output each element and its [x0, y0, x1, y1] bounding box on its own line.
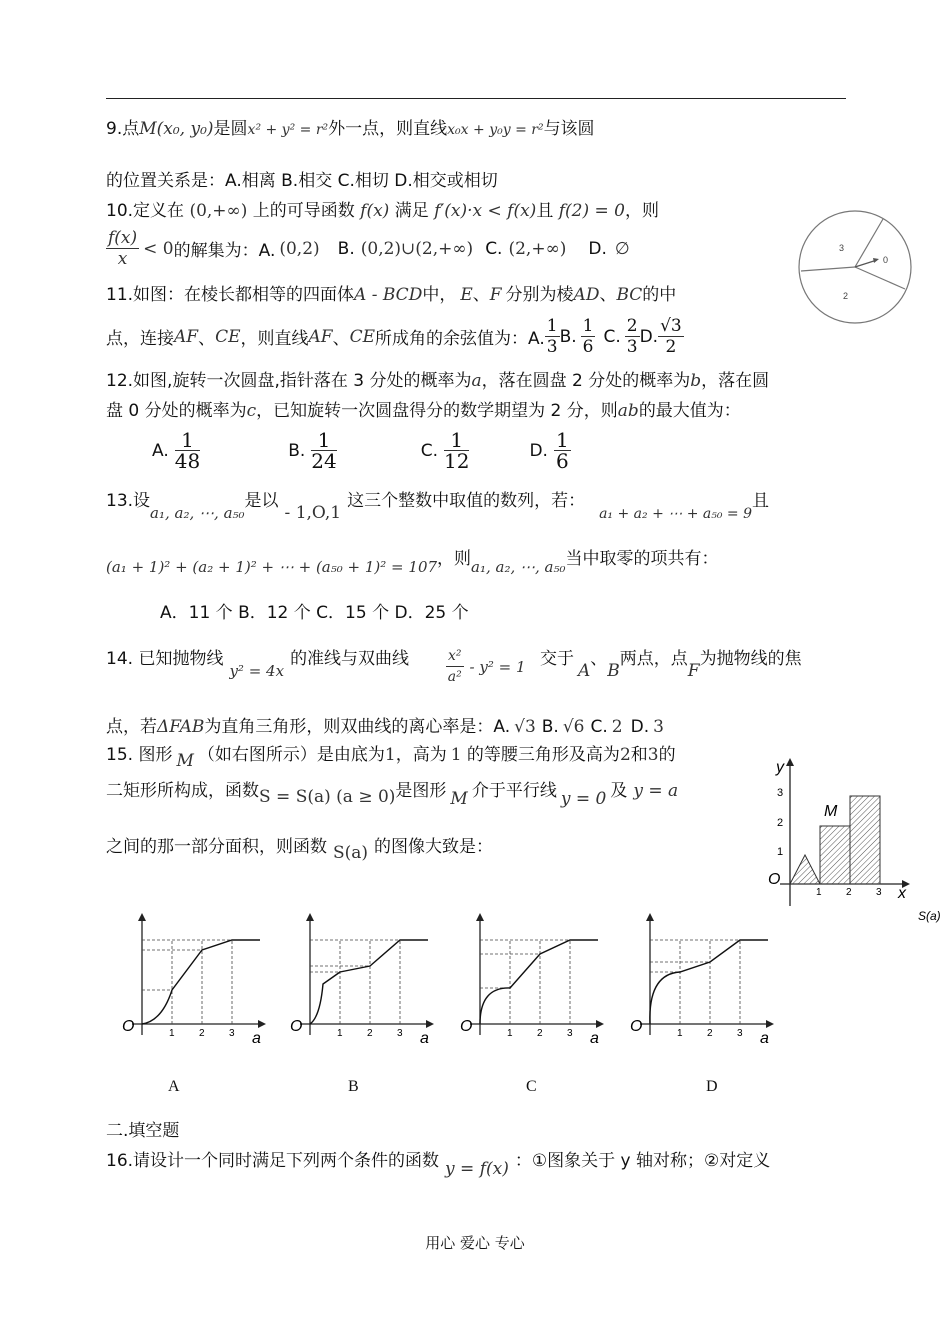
x-tick-2: 2 — [199, 1028, 205, 1039]
numerator: 1 — [444, 430, 469, 451]
text: ，则直线 — [240, 329, 309, 349]
option-d-label: D. — [588, 238, 607, 259]
text: 两点，点 — [619, 649, 688, 669]
option-b-fraction — [311, 430, 336, 471]
text: 介于平行线 — [471, 781, 557, 801]
s-curve — [310, 940, 428, 1024]
text: 13.设 — [106, 491, 151, 511]
math-f2: f(2) = 0 — [558, 201, 625, 221]
math-hyperbola-rest: - y² = 1 — [469, 657, 526, 676]
option-d-label: D. — [639, 326, 659, 347]
text: 是以 — [244, 491, 279, 511]
x-tick-3: 3 — [876, 887, 882, 898]
graph-label-d: D — [706, 1078, 718, 1095]
x-axis-arrow-icon — [596, 1020, 604, 1028]
origin-label: O — [290, 1018, 303, 1035]
y-axis-arrow-icon — [786, 758, 794, 766]
question-14-line-1-end — [540, 646, 802, 681]
math-function: y = f(x) — [445, 1159, 509, 1179]
math-ce: CE — [215, 326, 241, 347]
text: 的准线与双曲线 — [290, 649, 410, 669]
denominator: 12 — [444, 449, 470, 473]
y-tick-3: 3 — [777, 787, 784, 799]
text: 分别为棱 — [505, 285, 574, 305]
pointer-arrow-icon — [873, 258, 879, 263]
text: 与该圆 — [543, 119, 595, 139]
text: 、 — [472, 285, 490, 305]
question-9-options: 的位置关系是：A.相离 B.相交 C.相切 D.相交或相切 — [106, 171, 498, 191]
a-axis-label: a — [420, 1030, 429, 1047]
x-axis-label: x — [898, 885, 906, 902]
disk-label-2: 2 — [843, 291, 849, 301]
math-af: AF — [174, 326, 199, 347]
option-b-label: B. — [559, 326, 577, 347]
math-ya: y = a — [633, 781, 679, 801]
disk-divider-3 — [855, 267, 905, 289]
question-11-line-1 — [106, 282, 676, 308]
math-bc: BC — [616, 285, 643, 305]
math-ce: CE — [349, 326, 375, 347]
origin-label: O — [768, 871, 781, 888]
text: 所成角的余弦值为：A. — [375, 329, 545, 349]
question-10-line-2 — [106, 228, 630, 269]
graph-a — [122, 913, 266, 1047]
disk-label-3: 3 — [839, 243, 845, 253]
y-axis-arrow-icon — [646, 913, 654, 921]
numerator: x² — [446, 646, 464, 667]
x-tick-3: 3 — [229, 1028, 235, 1039]
x-tick-1: 1 — [816, 887, 822, 898]
text: 且 — [752, 491, 769, 511]
a-axis-label: a — [590, 1030, 599, 1047]
y-axis-arrow-icon — [138, 913, 146, 921]
option-d-label: D. — [630, 717, 650, 737]
math-a: A — [578, 661, 591, 681]
denominator: 24 — [311, 449, 337, 473]
y-tick-2: 2 — [777, 817, 784, 829]
graph-c — [460, 913, 604, 1047]
s-curve — [480, 940, 598, 1024]
text: 为直角三角形，则双曲线的离心率是：A. — [204, 717, 511, 737]
numerator: 1 — [555, 428, 569, 452]
option-c-value: 2 — [611, 717, 623, 737]
denominator: a² — [447, 669, 462, 685]
text: 的中 — [642, 285, 677, 305]
math-s-function: S = S(a) (a ≥ 0) — [259, 787, 396, 807]
disk-divider-2 — [801, 267, 855, 271]
rectangle-height-2 — [820, 826, 850, 884]
text: 、 — [590, 649, 608, 669]
math-sequence: a₁, a₂, ⋯, a₅₀ — [150, 504, 245, 522]
numerator: 2 — [626, 316, 638, 336]
text: 的 — [658, 745, 676, 765]
x-axis-arrow-icon — [258, 1020, 266, 1028]
question-15-line-2 — [106, 778, 679, 809]
math-function: f(x) — [360, 201, 390, 221]
math-tetrahedron: A - BCD — [354, 285, 423, 305]
text: 11.如图：在棱长都相等的四面体 — [106, 285, 355, 305]
text: ，高为 — [395, 745, 447, 765]
x-tick-2: 2 — [846, 887, 852, 898]
denominator: 48 — [174, 449, 201, 473]
question-9-line-1 — [106, 116, 595, 143]
option-b-value: √6 — [562, 717, 585, 737]
math-af: AF — [308, 326, 333, 347]
y-tick-1: 1 — [777, 846, 784, 858]
question-12-line-1 — [106, 368, 769, 394]
x-tick-1: 1 — [677, 1028, 683, 1039]
question-13-options: A．11 个 B．12 个 C．15 个 D．25 个 — [160, 603, 469, 623]
disk-divider-1 — [855, 219, 883, 267]
text: 的图像大致是： — [374, 837, 494, 857]
math-condition: f′(x)·x < f(x) — [434, 201, 537, 221]
question-13-line-2 — [106, 546, 719, 576]
origin-label: O — [122, 1018, 135, 1035]
question-11-line-2 — [106, 316, 684, 357]
s-of-a-label: S(a) — [918, 909, 941, 923]
x-tick-2: 2 — [537, 1028, 543, 1039]
math-one: 1 — [384, 745, 396, 765]
denominator: 2 — [665, 337, 677, 357]
x-axis-arrow-icon — [766, 1020, 774, 1028]
math-two: 2 — [619, 745, 631, 765]
option-c-fraction — [444, 430, 469, 471]
question-10-line-1 — [106, 198, 659, 224]
origin-label: O — [460, 1018, 473, 1035]
text: 是图形 — [395, 781, 447, 801]
denominator: 3 — [626, 337, 638, 357]
x-tick-3: 3 — [567, 1028, 573, 1039]
math-one: 1 — [450, 745, 462, 765]
question-15-line-1 — [106, 742, 676, 771]
math-ab: ab — [617, 401, 639, 421]
triangle-shape — [790, 855, 820, 884]
math-y0: y = 0 — [560, 789, 607, 809]
x-tick-3: 3 — [737, 1028, 743, 1039]
math-square-condition: (a₁ + 1)² + (a₂ + 1)² + ⋯ + (a₅₀ + 1)² = 107 — [106, 558, 438, 576]
page-footer: 用心 爱心 专心 — [425, 1234, 525, 1252]
option-b-label: B. — [337, 238, 355, 259]
figure-label-m: M — [824, 803, 838, 820]
question-14-line-1 — [106, 646, 410, 680]
text: 的等腰三角形及高为 — [461, 745, 620, 765]
text: 交于 — [540, 649, 574, 669]
math-b: B — [607, 661, 620, 681]
question-16-line-1 — [106, 1148, 771, 1179]
option-b-label: B. — [541, 717, 559, 737]
spinner-disk-figure — [795, 205, 915, 329]
x-axis-arrow-icon — [426, 1020, 434, 1028]
option-b-label: B. — [288, 440, 306, 461]
option-c-label: C. — [485, 238, 503, 259]
denominator: 3 — [546, 337, 558, 357]
y-axis-label: y — [776, 759, 784, 776]
x-tick-1: 1 — [337, 1028, 343, 1039]
option-c-label: C. — [590, 717, 608, 737]
text: 点，若 — [106, 717, 157, 737]
fraction-f-over-x — [106, 228, 139, 269]
option-d-fraction — [658, 316, 684, 357]
s-curve — [142, 940, 260, 1024]
option-c-fraction — [625, 316, 640, 357]
option-b-value: (0,2)∪(2,+∞) — [360, 238, 474, 259]
text: 、 — [198, 329, 216, 349]
text: 盘 0 分处的概率为 — [106, 401, 247, 421]
text: 14. 已知抛物线 — [106, 649, 224, 669]
math-three: 3 — [647, 745, 659, 765]
text: 16.请设计一个同时满足下列两个条件的函数 — [106, 1151, 440, 1171]
math-sequence: a₁, a₂, ⋯, a₅₀ — [471, 558, 566, 576]
text: 、 — [599, 285, 617, 305]
hyperbola-equation — [446, 646, 526, 687]
denominator: 6 — [555, 449, 569, 473]
math-inequality: < 0 — [143, 238, 174, 259]
text: 之间的那一部分面积，则函数 — [106, 837, 327, 857]
text: 满足 — [394, 201, 429, 221]
option-c-label: C. — [603, 326, 621, 347]
rectangle-height-3 — [850, 796, 880, 884]
math-circle-equation: x² + y² = r² — [247, 122, 329, 138]
y-axis-arrow-icon — [306, 913, 314, 921]
option-d-fraction — [554, 430, 571, 471]
text: 外一点，则直线 — [328, 119, 448, 139]
option-d-value: 3 — [653, 717, 664, 737]
math-a: a — [471, 371, 482, 391]
math-sum-condition: a₁ + a₂ + ⋯ + a₅₀ = 9 — [599, 506, 752, 522]
figure-m — [760, 752, 950, 927]
question-12-line-2 — [106, 398, 741, 424]
text: 点，连接 — [106, 329, 174, 349]
a-axis-label: a — [252, 1030, 261, 1047]
option-c-value: (2,+∞) — [508, 238, 567, 259]
option-d-value: ∅ — [614, 238, 630, 259]
graph-label-a: A — [168, 1078, 180, 1095]
text: ：①图象关于 y 轴对称；②对定义 — [514, 1151, 771, 1171]
text: 15. 图形 — [106, 745, 173, 765]
graph-label-b: B — [348, 1078, 359, 1095]
a-axis-label: a — [760, 1030, 769, 1047]
text: 当中取零的项共有： — [565, 549, 719, 569]
x-tick-2: 2 — [367, 1028, 373, 1039]
denominator: x — [117, 249, 128, 269]
x-tick-2: 2 — [707, 1028, 713, 1039]
text: 9.点 — [106, 119, 140, 139]
math-b: b — [690, 371, 702, 391]
disk-label-0: 0 — [883, 255, 889, 265]
text: ，则 — [624, 201, 659, 221]
text: 的解集为：A. — [173, 241, 276, 261]
graph-d — [630, 913, 774, 1047]
text: 、 — [332, 329, 350, 349]
graph-b — [290, 913, 434, 1047]
y-axis-arrow-icon — [476, 913, 484, 921]
numerator: 1 — [311, 430, 336, 451]
question-14-line-2 — [106, 714, 664, 740]
text: 及 — [610, 781, 628, 801]
math-point-m: M(x₀, y₀) — [139, 119, 214, 139]
numerator: f(x) — [108, 228, 138, 248]
text: ，已知旋转一次圆盘得分的数学期望为 2 分，则 — [256, 401, 618, 421]
answer-graphs — [110, 905, 790, 1055]
text: 是圆 — [213, 119, 248, 139]
denominator: 6 — [582, 337, 594, 357]
origin-label: O — [630, 1018, 643, 1035]
math-e: E — [460, 285, 473, 305]
option-c-label: C. — [420, 440, 438, 461]
math-line-equation: x₀x + y₀y = r² — [447, 122, 544, 138]
graph-label-c: C — [526, 1078, 537, 1095]
text: ，则 — [437, 549, 472, 569]
numerator: 1 — [175, 430, 200, 451]
text: （如右图所示）是由底为 — [197, 745, 385, 765]
math-c: c — [246, 401, 257, 421]
text: ，落在圆 — [701, 371, 770, 391]
x-tick-3: 3 — [397, 1028, 403, 1039]
math-m: M — [176, 751, 194, 771]
text: 这三个整数中取值的数列，若： — [347, 491, 586, 511]
question-12-options — [152, 430, 571, 471]
text: 上的可导函数 — [252, 201, 355, 221]
option-a-value: (0,2) — [279, 238, 320, 259]
text: 的最大值为： — [638, 401, 741, 421]
header-rule — [106, 98, 846, 99]
text: 二矩形所构成，函数 — [106, 781, 259, 801]
x-tick-1: 1 — [169, 1028, 175, 1039]
math-values: - 1,O,1 — [284, 503, 342, 523]
option-b-fraction — [581, 316, 596, 357]
option-a-label: A. — [152, 440, 169, 461]
math-sa: S(a) — [333, 843, 369, 863]
question-15-line-3 — [106, 834, 494, 863]
text: 12.如图,旋转一次圆盘,指针落在 3 分处的概率为 — [106, 371, 472, 391]
section-title: 二.填空题 — [106, 1121, 180, 1141]
text: 且 — [536, 201, 554, 221]
option-d-label: D. — [529, 440, 548, 461]
numerator: 1 — [582, 316, 594, 336]
s-curve — [650, 940, 768, 1024]
math-triangle: ΔFAB — [157, 717, 205, 737]
option-a-fraction — [175, 430, 200, 471]
math-f: F — [489, 285, 502, 305]
text: ，落在圆盘 2 分处的概率为 — [481, 371, 691, 391]
numerator: 1 — [546, 316, 558, 336]
text: 10.定义在 — [106, 201, 185, 221]
math-domain: (0,+∞) — [189, 201, 248, 221]
math-f: F — [687, 661, 700, 681]
x-tick-1: 1 — [507, 1028, 513, 1039]
option-a-fraction — [545, 316, 560, 357]
option-a-value: √3 — [514, 717, 536, 737]
math-parabola: y² = 4x — [229, 662, 285, 680]
numerator: √3 — [660, 316, 682, 336]
question-13-line-1 — [106, 488, 769, 523]
text: 为抛物线的焦 — [699, 649, 802, 669]
hyperbola-fraction — [446, 646, 464, 687]
text: 和 — [630, 745, 648, 765]
math-m: M — [450, 789, 468, 809]
text: 中， — [422, 285, 457, 305]
math-ad: AD — [573, 285, 600, 305]
